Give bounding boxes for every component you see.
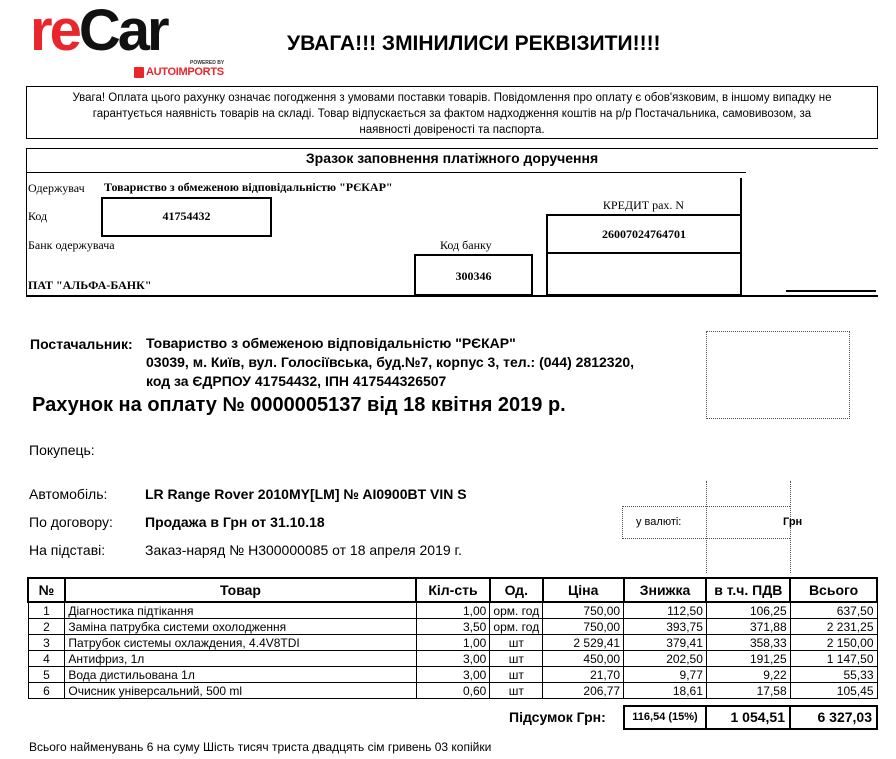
cell-product: Патрубок системы охлаждения, 4.4V8TDI — [65, 635, 416, 651]
recipient-label: Одержувач — [28, 181, 85, 195]
header-unit: Од. — [490, 578, 543, 602]
cell-total: 1 147,50 — [790, 651, 877, 667]
cell-no: 3 — [28, 635, 65, 651]
code-box — [101, 197, 272, 237]
cell-no: 2 — [28, 619, 65, 635]
cell-price: 750,00 — [543, 619, 624, 635]
cell-qty: 1,00 — [416, 602, 490, 619]
cell-no: 4 — [28, 651, 65, 667]
cell-product: Очисник універсальний, 500 ml — [65, 683, 416, 699]
currency-label: у валюті: — [636, 516, 682, 528]
cell-vat: 358,33 — [706, 635, 790, 651]
cell-product: Заміна патрубка системи охолодження — [65, 619, 416, 635]
code-label: Код — [28, 209, 48, 223]
logo-text-car: Car — [78, 0, 167, 63]
credit-box-lower — [546, 252, 742, 296]
totals-label: Підсумок Грн: — [509, 709, 606, 725]
car-value: LR Range Rover 2010MY[LM] № AI0900BT VIN S — [145, 486, 467, 502]
cell-total: 2 231,25 — [790, 619, 877, 635]
basis-value: Заказ-наряд № Н300000085 от 18 апреля 2019 г. — [145, 542, 462, 558]
table-row — [28, 667, 877, 683]
header-no: № — [28, 578, 65, 602]
bank-code-value: 300346 — [455, 269, 492, 283]
cell-total: 105,45 — [790, 683, 877, 699]
bank-code-label: Код банку — [440, 238, 492, 252]
cell-vat: 106,25 — [706, 602, 790, 619]
cell-unit: шт — [490, 667, 543, 683]
stamp-area — [706, 331, 850, 419]
cell-discount: 202,50 — [624, 651, 707, 667]
totals-total — [789, 705, 878, 730]
payment-sample-title: Зразок заповнення платіжного доручення — [305, 150, 599, 166]
header-discount: Знижка — [624, 578, 707, 602]
notice-box — [26, 86, 878, 139]
car-label: Автомобіль: — [29, 486, 108, 502]
cell-total: 2 150,00 — [790, 635, 877, 651]
credit-label: КРЕДИТ рах. N — [602, 198, 685, 212]
summary-line: Всього найменувань 6 на суму Шість тисяч триста двадцять сім гривень 03 копійки — [29, 740, 492, 754]
recipient-value: Товариство з обмеженою відповідальністю "РЄКАР" — [104, 180, 393, 194]
cell-total: 637,50 — [790, 602, 877, 619]
totals-vat-value: 1 054,51 — [730, 709, 785, 725]
cell-unit: шт — [490, 651, 543, 667]
cell-discount: 379,41 — [624, 635, 707, 651]
logo — [30, 2, 230, 82]
cell-product: Антифриз, 1л — [65, 651, 416, 667]
cell-qty: 3,00 — [416, 667, 490, 683]
supplier-line-2: 03039, м. Київ, вул. Голосіївська, буд.№7, корпус 3, тел.: (044) 2812320, — [146, 354, 635, 370]
header-product: Товар — [65, 578, 416, 602]
notice-line-2: гарантується наявність товарів на складі. Товар відпускається за фактом надходження коштів на р/р Постачальника, самовивозом, за — [92, 108, 812, 120]
cell-unit: шт — [490, 683, 543, 699]
notice-line-1: Увага! Оплата цього рахунку означає погодження з умовами поставки товарів. Повідомлення про оплату є обов'язковим, в іншому випадку не — [72, 92, 832, 104]
totals-vat — [705, 705, 791, 730]
table-row — [28, 635, 877, 651]
cell-price: 450,00 — [543, 651, 624, 667]
cell-product: Діагностика підтікання — [65, 602, 416, 619]
warning-title: УВАГА!!! ЗМІНИЛИСИ РЕКВІЗИТИ!!!! — [287, 32, 661, 55]
bank-label: Банк одержувача — [28, 238, 115, 252]
header-vat: в т.ч. ПДВ — [706, 578, 790, 602]
invoice-title: Рахунок на оплату № 0000005137 від 18 квітня 2019 р. — [32, 394, 566, 416]
cell-discount: 18,61 — [624, 683, 707, 699]
cell-vat: 9,22 — [706, 667, 790, 683]
payment-sample — [26, 148, 878, 298]
cell-vat: 17,58 — [706, 683, 790, 699]
supplier-line-1: Товариство з обмеженою відповідальністю "РЄКАР" — [146, 335, 516, 351]
cell-unit: орм. год — [490, 602, 543, 619]
header-qty: Кіл-сть — [416, 578, 490, 602]
cell-vat: 371,88 — [706, 619, 790, 635]
table-row — [28, 619, 877, 635]
autoimports-logo-icon — [134, 67, 144, 78]
totals-discount — [623, 705, 707, 730]
cell-vat: 191,25 — [706, 651, 790, 667]
totals-total-value: 6 327,03 — [817, 709, 872, 725]
supplier-label: Постачальник: — [30, 336, 133, 352]
code-value: 41754432 — [162, 209, 211, 223]
logo-powered: POWERED BY — [190, 60, 225, 66]
cell-price: 21,70 — [543, 667, 624, 683]
table-row — [28, 602, 877, 619]
notice-line-3: наявності довіреності та паспорта. — [359, 124, 545, 136]
cell-total: 55,33 — [790, 667, 877, 683]
credit-box — [546, 214, 742, 254]
header-price: Ціна — [543, 578, 624, 602]
cell-price: 2 529,41 — [543, 635, 624, 651]
cell-no: 1 — [28, 602, 65, 619]
bank-value: ПАТ "АЛЬФА-БАНК" — [28, 278, 152, 292]
cell-product: Вода дистильована 1л — [65, 667, 416, 683]
items-table — [27, 577, 878, 699]
table-header-row — [28, 578, 877, 602]
bank-code-box — [414, 254, 533, 296]
header-total: Всього — [790, 578, 877, 602]
supplier-line-3: код за ЄДРПОУ 41754432, ІПН 417544326507 — [146, 373, 447, 389]
cell-discount: 393,75 — [624, 619, 707, 635]
cell-qty: 0,60 — [416, 683, 490, 699]
cell-unit: орм. год — [490, 619, 543, 635]
contract-value: Продажа в Грн от 31.10.18 — [145, 514, 325, 530]
cell-unit: шт — [490, 635, 543, 651]
cell-discount: 112,50 — [624, 602, 707, 619]
contract-label: По договору: — [29, 514, 113, 530]
buyer-label: Покупець: — [29, 442, 95, 458]
basis-label: На підставі: — [29, 542, 106, 558]
cell-price: 206,77 — [543, 683, 624, 699]
logo-text-re: re — [30, 0, 79, 63]
table-row — [28, 683, 877, 699]
cell-no: 5 — [28, 667, 65, 683]
credit-value: 26007024764701 — [602, 227, 686, 241]
cell-qty: 3,00 — [416, 651, 490, 667]
table-row — [28, 651, 877, 667]
cell-qty: 3,50 — [416, 619, 490, 635]
cell-price: 750,00 — [543, 602, 624, 619]
logo-brand: AUTOIMPORTS — [146, 66, 224, 78]
currency-value: Грн — [783, 516, 803, 528]
cell-qty: 1,00 — [416, 635, 490, 651]
cell-discount: 9,77 — [624, 667, 707, 683]
totals-discount-value: 116,54 (15%) — [632, 711, 698, 723]
cell-no: 6 — [28, 683, 65, 699]
